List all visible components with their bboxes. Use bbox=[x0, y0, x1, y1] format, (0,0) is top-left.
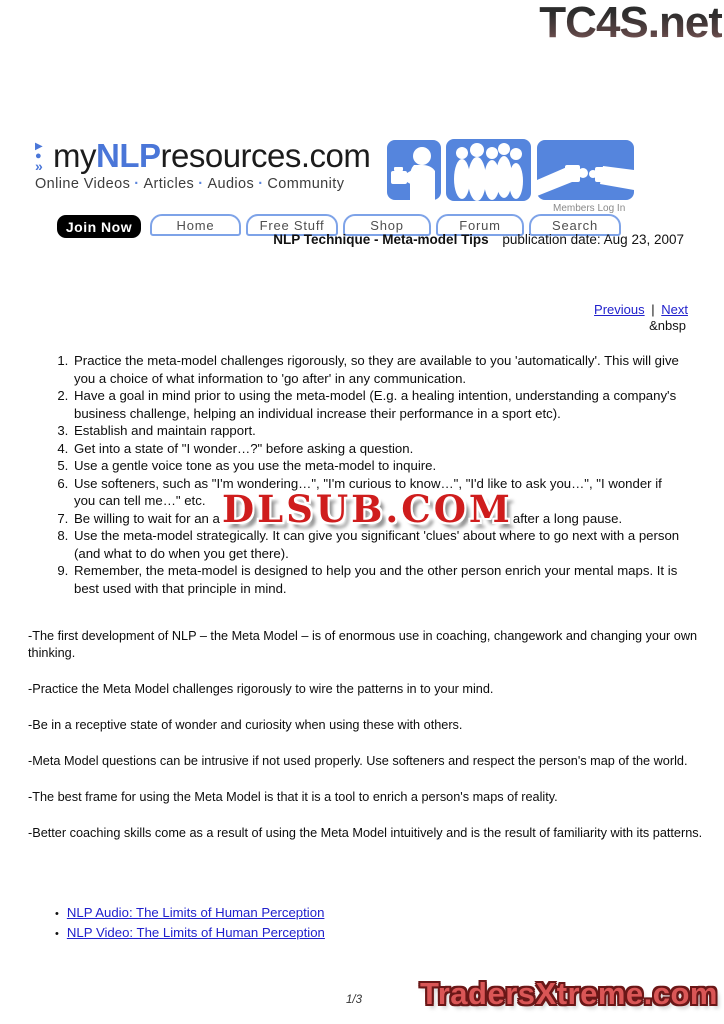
previous-link[interactable]: Previous bbox=[594, 302, 645, 317]
tab-search[interactable]: Search bbox=[529, 214, 621, 236]
fast-forward-icon: » bbox=[35, 158, 41, 174]
separator-dot-icon: · bbox=[134, 176, 140, 192]
tip-item: 8. Use the meta-model strategically. It can give you significant 'clues' about where to go next with a person (and what to do when you get there). bbox=[72, 527, 685, 562]
video-presenter-tile[interactable] bbox=[387, 140, 441, 200]
tradersxtreme-watermark: TradersXtreme.com bbox=[420, 976, 718, 1011]
list-item bbox=[55, 904, 325, 924]
related-links bbox=[55, 904, 325, 943]
tip-item: 3. Establish and maintain rapport. bbox=[72, 422, 685, 440]
tip-item: 7. Be willing to wait for an a after a long pause. bbox=[72, 510, 685, 528]
tab-home[interactable]: Home bbox=[150, 214, 241, 236]
list-item bbox=[55, 924, 325, 944]
next-link[interactable]: Next bbox=[661, 302, 688, 317]
logo-wordmark: myNLPresources.com bbox=[53, 137, 371, 174]
nbsp-artifact: &nbsp bbox=[649, 318, 686, 333]
tip-item: 9. Remember, the meta-model is designed to help you and the other person enrich your mental maps. It is best used with that principle in mind. bbox=[72, 562, 685, 597]
join-now-button[interactable]: Join Now bbox=[57, 215, 141, 238]
publication-date: publication date: Aug 23, 2007 bbox=[502, 232, 684, 247]
bullet-icon: • bbox=[55, 908, 59, 920]
tip-item: 2. Have a goal in mind prior to using the meta-model (E.g. a healing intention, understanding a company's business challenge, helping an individual increase their performance in a sport etc). bbox=[72, 387, 685, 422]
nlp-video-link[interactable]: NLP Video: The Limits of Human Perception bbox=[66, 924, 325, 940]
tab-forum[interactable]: Forum bbox=[436, 214, 524, 236]
play-icon: ▶ bbox=[35, 141, 43, 152]
camera-person-icon bbox=[387, 140, 441, 200]
tc4s-watermark: TC4S.net bbox=[539, 0, 722, 47]
separator-dot-icon: · bbox=[198, 176, 204, 192]
tips-list bbox=[37, 352, 685, 597]
dlsub-watermark: DLSUB.COM bbox=[222, 487, 513, 531]
notes-section bbox=[28, 628, 710, 861]
note-paragraph: -Be in a receptive state of wonder and curiosity when using these with others. bbox=[28, 718, 463, 732]
partnership-tile[interactable] bbox=[537, 140, 634, 200]
pager bbox=[594, 302, 688, 317]
tip-item: 6. Use softeners, such as "I'm wondering…", "I'm curious to know…", "I'd like to ask you…", "I wonder if you can tell me…" etc. bbox=[72, 475, 685, 510]
note-paragraph: -Better coaching skills come as a result of using the Meta Model intuitively and is the result of familiarity with its patterns. bbox=[28, 826, 703, 840]
note-paragraph: -Meta Model questions can be intrusive if not used properly. Use softeners and respect the person's map of the world. bbox=[28, 754, 688, 768]
note-paragraph: -The first development of NLP – the Meta Model – is of enormous use in coaching, changework and changing your own thinking. bbox=[28, 629, 698, 660]
tab-shop[interactable]: Shop bbox=[343, 214, 431, 236]
tip-item: 5. Use a gentle voice tone as you use the meta-model to inquire. bbox=[72, 457, 685, 475]
pager-separator: | bbox=[651, 302, 655, 317]
group-of-people-icon bbox=[446, 139, 531, 201]
community-tile[interactable] bbox=[446, 139, 531, 201]
page-indicator: 1/3 bbox=[346, 994, 362, 1006]
dot-icon: ● bbox=[35, 150, 42, 162]
tab-free-stuff[interactable]: Free Stuff bbox=[246, 214, 338, 236]
logo-media-icon bbox=[35, 142, 49, 172]
note-paragraph: -The best frame for using the Meta Model is that it is a tool to enrich a person's maps of reality. bbox=[28, 790, 558, 804]
article-title-line bbox=[273, 232, 684, 247]
tip-item: 4. Get into a state of "I wonder…?" before asking a question. bbox=[72, 440, 685, 458]
bullet-icon: • bbox=[55, 927, 59, 940]
members-login-link[interactable]: Members Log In bbox=[553, 203, 626, 214]
site-logo[interactable] bbox=[35, 139, 385, 192]
puzzle-hands-icon bbox=[537, 140, 634, 200]
logo-tagline: Online Videos · Articles · Audios · Community bbox=[35, 176, 345, 192]
separator-dot-icon: · bbox=[258, 176, 264, 192]
tip-item: 1. Practice the meta-model challenges rigorously, so they are available to you 'automatically'. This will give you a choice of what information to 'go after' in any communication. bbox=[72, 352, 685, 387]
note-paragraph: -Practice the Meta Model challenges rigorously to wire the patterns in to your mind. bbox=[28, 682, 494, 696]
nlp-audio-link[interactable]: NLP Audio: The Limits of Human Perception bbox=[66, 905, 325, 920]
page-title: NLP Technique - Meta-model Tips bbox=[273, 232, 489, 247]
